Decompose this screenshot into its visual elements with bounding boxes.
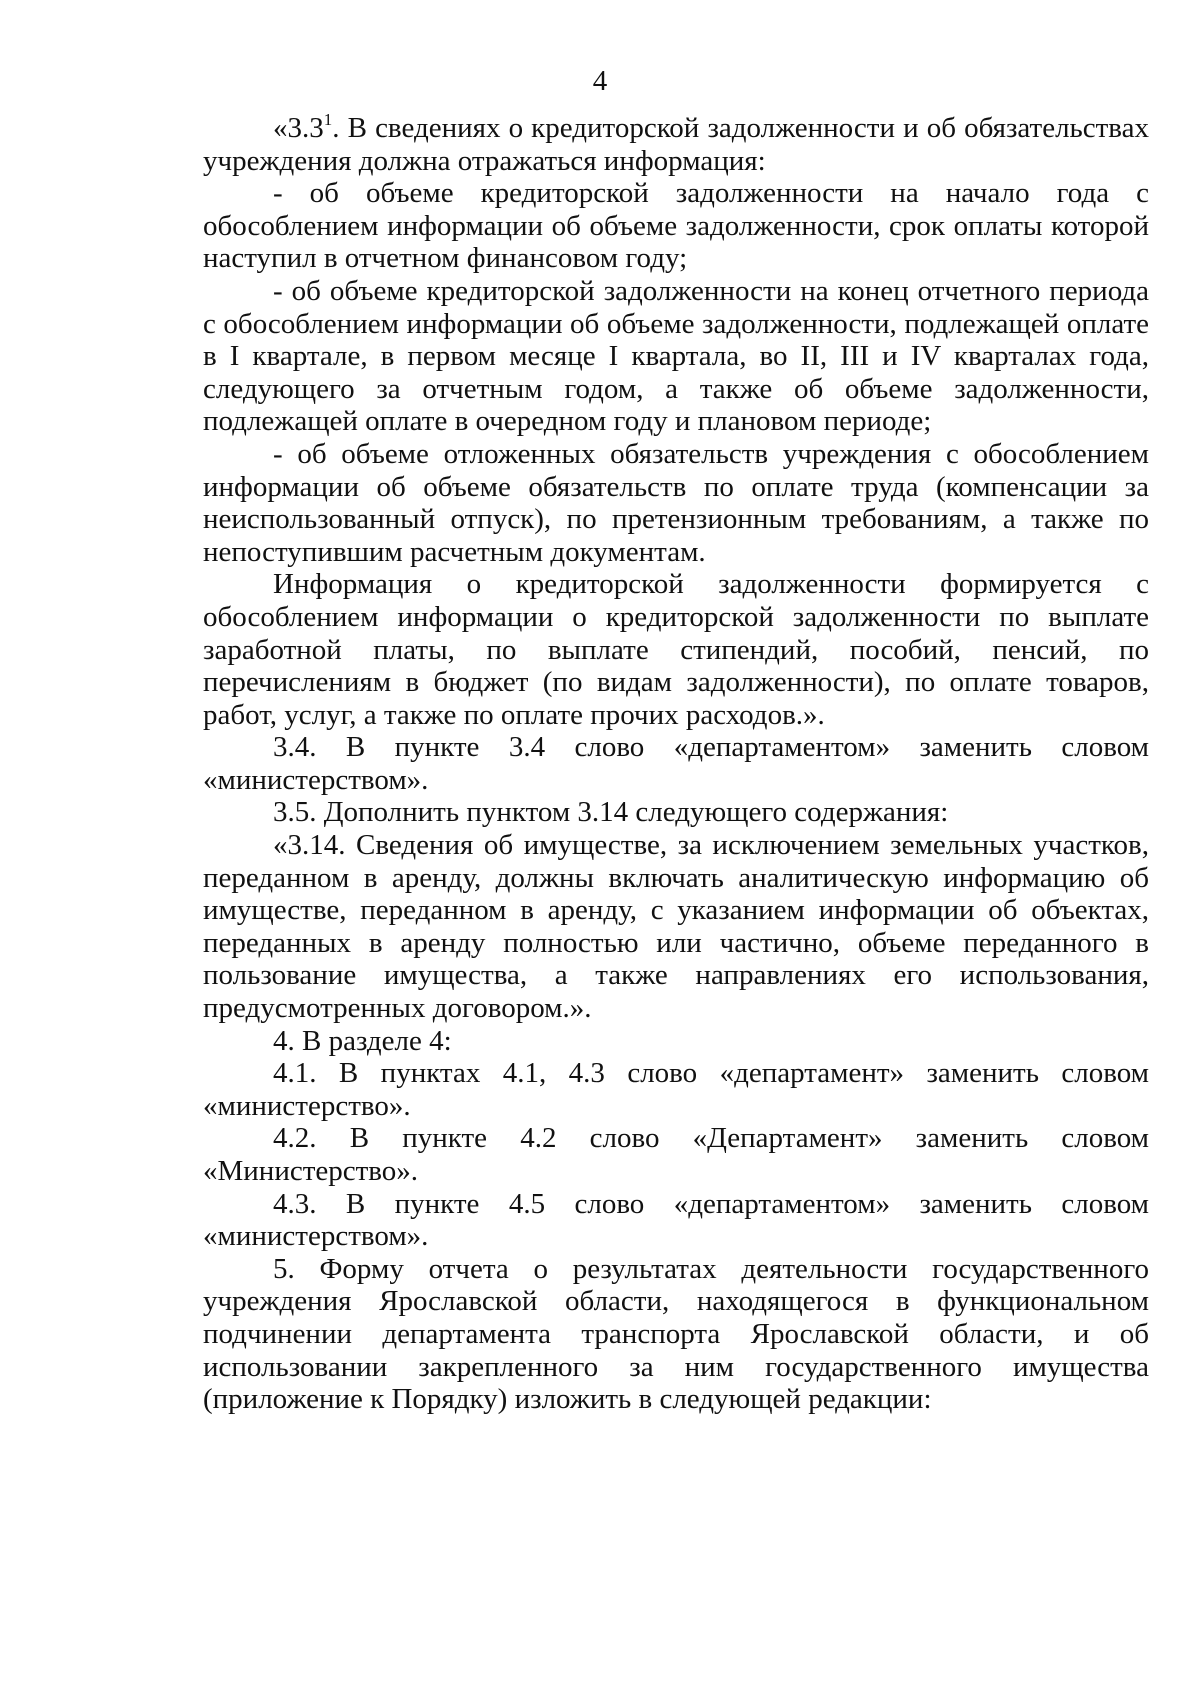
paragraph-3-3-1-prefix: «3.3 — [273, 112, 324, 144]
superscript-1: 1 — [323, 110, 333, 129]
list-item-payables-start-of-year: - об объеме кредиторской задолженности на начало года с обособлением информации об объеме задолженности, срок оплаты которой наступил в отчетном финансовом году; — [203, 177, 1149, 275]
paragraph-4-2: 4.2. В пункте 4.2 слово «Департамент» заменить словом «Министерство». — [203, 1122, 1149, 1187]
paragraph-3-3-1 — [203, 112, 1149, 177]
document-body — [203, 112, 1149, 1416]
paragraph-3-3-1-body: . В сведениях о кредиторской задолженности и об обязательствах учреждения должна отражаться информация: — [203, 112, 1149, 177]
list-item-payables-end-of-period: - об объеме кредиторской задолженности на конец отчетного периода с обособлением информации об объеме задолженности, подлежащей оплате в I квартале, в первом месяце I квартала, во II, III и IV кварталах года, следующего за отчетным годом, а также об объеме задолженности, подлежащей оплате в очередном году и плановом периоде; — [203, 274, 1149, 438]
page-number: 4 — [592, 65, 608, 97]
paragraph-section-4: 4. В разделе 4: — [273, 1024, 452, 1057]
list-item-deferred-obligations: - об объеме отложенных обязательств учреждения с обособлением информации об объеме обязательств по оплате труда (компенсации за неиспользованный отпуск), по претензионным требованиям, а также по непоступившим расчетным документам. — [203, 437, 1149, 568]
paragraph-3-5: 3.5. Дополнить пунктом 3.14 следующего содержания: — [273, 796, 949, 829]
paragraph-3-4: 3.4. В пункте 3.4 слово «департаментом» заменить словом «министерством». — [203, 731, 1149, 796]
paragraph-4-1: 4.1. В пунктах 4.1, 4.3 слово «департамент» заменить словом «министерство». — [203, 1057, 1149, 1122]
paragraph-5: 5. Форму отчета о результатах деятельности государственного учреждения Ярославской области, находящегося в функциональном подчинении департамента транспорта Ярославской области, и об использовании закрепленного за ним государственного имущества (приложение к Порядку) изложить в следующей редакции: — [203, 1252, 1149, 1416]
paragraph-payables-information: Информация о кредиторской задолженности формируется с обособлением информации о кредиторской задолженности по выплате заработной платы, по выплате стипендий, пособий, пенсий, по перечислениям в бюджет (по видам задолженности), по оплате товаров, работ, услуг, а также по оплате прочих расходов.». — [203, 568, 1149, 731]
paragraph-4-3: 4.3. В пункте 4.5 слово «департаментом» заменить словом «министерством». — [203, 1187, 1149, 1253]
paragraph-3-14: «3.14. Сведения об имуществе, за исключением земельных участков, переданном в аренду, должны включать аналитическую информацию об имуществе, переданном в аренду, с указанием информации об объектах, переданных в аренду полностью или частично, объеме переданного в пользование имущества, а также направлениях его использования, предусмотренных договором.». — [203, 829, 1149, 1025]
